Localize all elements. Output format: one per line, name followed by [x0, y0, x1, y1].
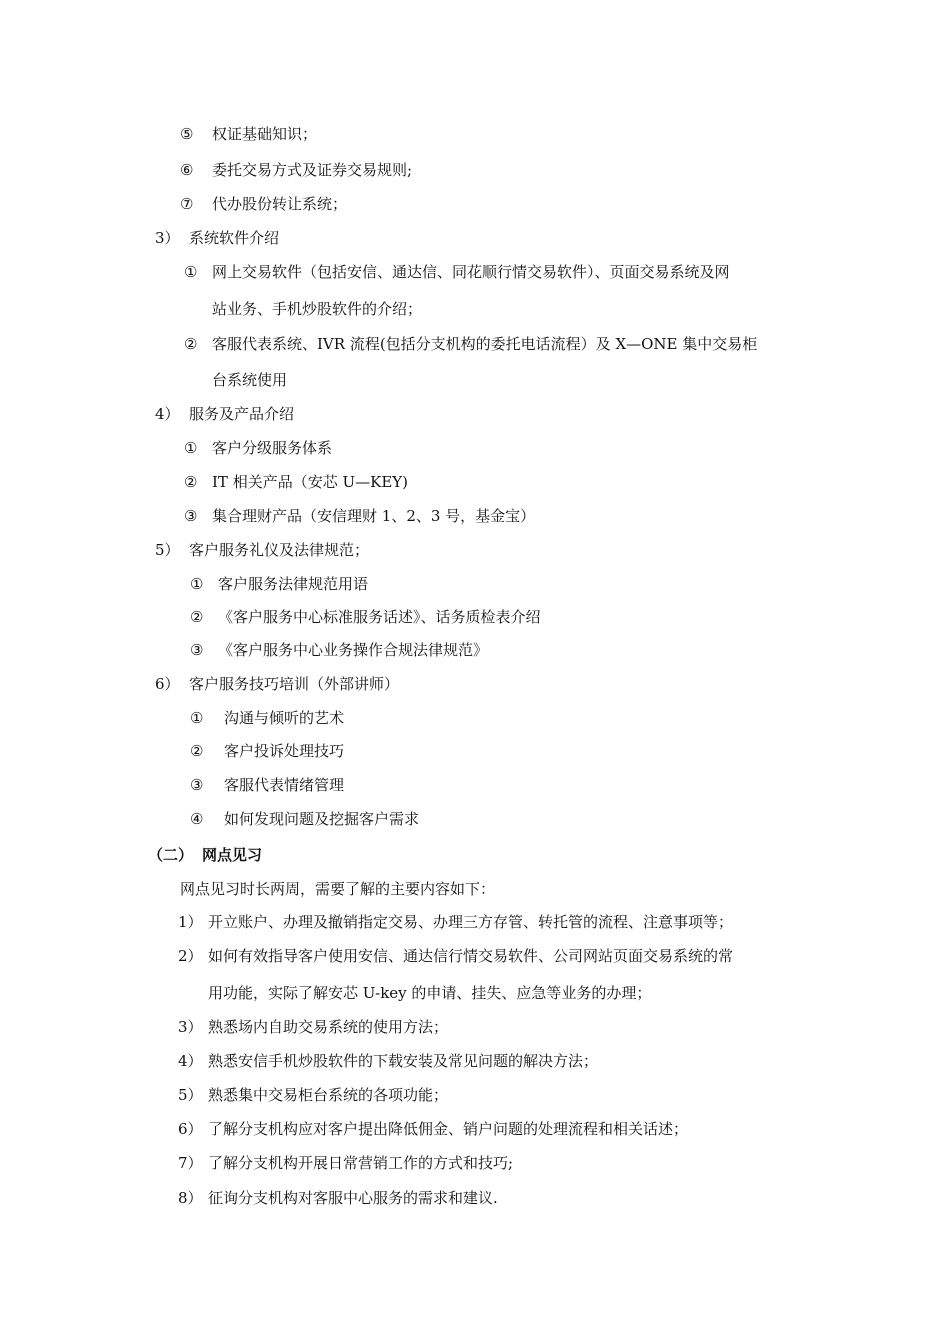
item-text: 《客户服务中心标准服务话述》、话务质检表介绍: [218, 608, 541, 626]
list-item: [178, 1017, 448, 1037]
item-marker: ②: [184, 335, 198, 353]
item-text: 了解分支机构应对客户提出降低佣金、销户问题的处理流程和相关话述；: [208, 1120, 689, 1138]
item-text: 台系统使用: [212, 371, 288, 389]
list-item-continuation: [212, 370, 287, 390]
item-marker: 5）: [178, 1086, 203, 1104]
item-marker: ②: [190, 608, 204, 626]
item-marker: ①: [184, 263, 198, 281]
item-marker: ⑤: [180, 125, 194, 143]
section-title: 系统软件介绍: [189, 229, 280, 247]
item-marker: 8）: [178, 1189, 203, 1207]
item-marker: 6）: [178, 1120, 203, 1138]
section-heading: [155, 674, 399, 694]
item-marker: ②: [190, 742, 204, 760]
section-heading: [155, 404, 294, 424]
item-marker: ③: [190, 641, 204, 659]
section-number: 3）: [155, 229, 180, 247]
list-item: [184, 334, 757, 354]
item-marker: ④: [190, 810, 204, 828]
item-text: 客服代表系统、IVR 流程(包括分支机构的委托电话流程）及 X—ONE 集中交易柜: [212, 335, 758, 353]
item-marker: ⑥: [180, 161, 194, 179]
list-item: [190, 607, 541, 627]
paragraph-text: 网点见习时长两周，需要了解的主要内容如下：: [180, 880, 496, 898]
list-item: [190, 574, 368, 594]
item-marker: 2）: [178, 947, 203, 965]
list-item: [190, 809, 419, 829]
section-number: 6）: [155, 675, 180, 693]
item-text: 如何有效指导客户使用安信、通达信行情交易软件、公司网站页面交易系统的常: [208, 947, 734, 965]
item-text: 沟通与倾听的艺术: [224, 709, 345, 727]
item-text: 客服代表情绪管理: [224, 776, 345, 794]
item-text: 《客户服务中心业务操作合规法律规范》: [218, 641, 489, 659]
list-item: [178, 1051, 598, 1071]
item-text: 如何发现问题及挖掘客户需求: [224, 810, 420, 828]
list-item: [190, 708, 344, 728]
list-item: [178, 1085, 448, 1105]
section-title: 客户服务礼仪及法律规范；: [189, 541, 370, 559]
item-text: 代办股份转让系统；: [212, 195, 348, 213]
item-text: 客户服务法律规范用语: [218, 575, 369, 593]
section-heading: [155, 540, 369, 560]
list-item: [190, 640, 488, 660]
list-item: [178, 1119, 688, 1139]
list-item: [190, 741, 344, 761]
list-item: [184, 472, 408, 492]
item-marker: 3）: [178, 1018, 203, 1036]
item-marker: 7）: [178, 1154, 203, 1172]
list-item: [184, 262, 730, 282]
item-text: 熟悉安信手机炒股软件的下载安装及常见问题的解决方法；: [208, 1052, 599, 1070]
list-item: [178, 1153, 513, 1173]
item-marker: ①: [190, 575, 204, 593]
item-text: 开立账户、办理及撤销指定交易、办理三方存管、转托管的流程、注意事项等；: [208, 913, 734, 931]
list-item: [178, 1188, 498, 1208]
item-text: 客户投诉处理技巧: [224, 742, 345, 760]
item-marker: ③: [190, 776, 204, 794]
subsection-heading: [148, 845, 262, 865]
item-marker: ①: [184, 439, 198, 457]
section-number: 5）: [155, 541, 180, 559]
item-text: 网上交易软件（包括安信、通达信、同花顺行情交易软件）、页面交易系统及网: [212, 263, 730, 281]
item-text: 用功能，实际了解安芯 U-key 的申请、挂失、应急等业务的办理；: [208, 984, 652, 1002]
list-item: [180, 194, 347, 214]
list-item: [180, 160, 412, 180]
list-item: [178, 946, 733, 966]
item-text: 客户分级服务体系: [212, 439, 333, 457]
item-marker: 4）: [178, 1052, 203, 1070]
item-marker: ⑦: [180, 195, 194, 213]
item-text: 熟悉集中交易柜台系统的各项功能；: [208, 1086, 449, 1104]
subsection-title: 网点见习: [202, 846, 263, 864]
item-marker: ②: [184, 473, 198, 491]
list-item: [180, 124, 317, 144]
item-text: 集合理财产品（安信理财 1、2、3 号，基金宝）: [212, 507, 536, 525]
item-marker: 1）: [178, 913, 203, 931]
list-item: [184, 506, 535, 526]
section-number: 4）: [155, 405, 180, 423]
item-marker: ①: [190, 709, 204, 727]
item-text: 熟悉场内自助交易系统的使用方法；: [208, 1018, 449, 1036]
item-text: IT 相关产品（安芯 U—KEY): [212, 473, 409, 491]
item-text: 委托交易方式及证券交易规则;: [212, 161, 413, 179]
section-title: 客户服务技巧培训（外部讲师）: [189, 675, 400, 693]
item-marker: ③: [184, 507, 198, 525]
list-item-continuation: [212, 299, 422, 319]
item-text: 征询分支机构对客服中心服务的需求和建议.: [208, 1189, 498, 1207]
item-text: 了解分支机构开展日常营销工作的方式和技巧;: [208, 1154, 514, 1172]
item-text: 站业务、手机炒股软件的介绍；: [212, 300, 423, 318]
list-item: [184, 438, 332, 458]
subsection-number: （二）: [148, 846, 194, 864]
list-item-continuation: [208, 983, 651, 1003]
item-text: 权证基础知识；: [212, 125, 318, 143]
list-item: [178, 912, 733, 932]
section-title: 服务及产品介绍: [189, 405, 295, 423]
list-item: [190, 775, 344, 795]
section-heading: [155, 228, 279, 248]
intro-paragraph: [180, 879, 495, 899]
